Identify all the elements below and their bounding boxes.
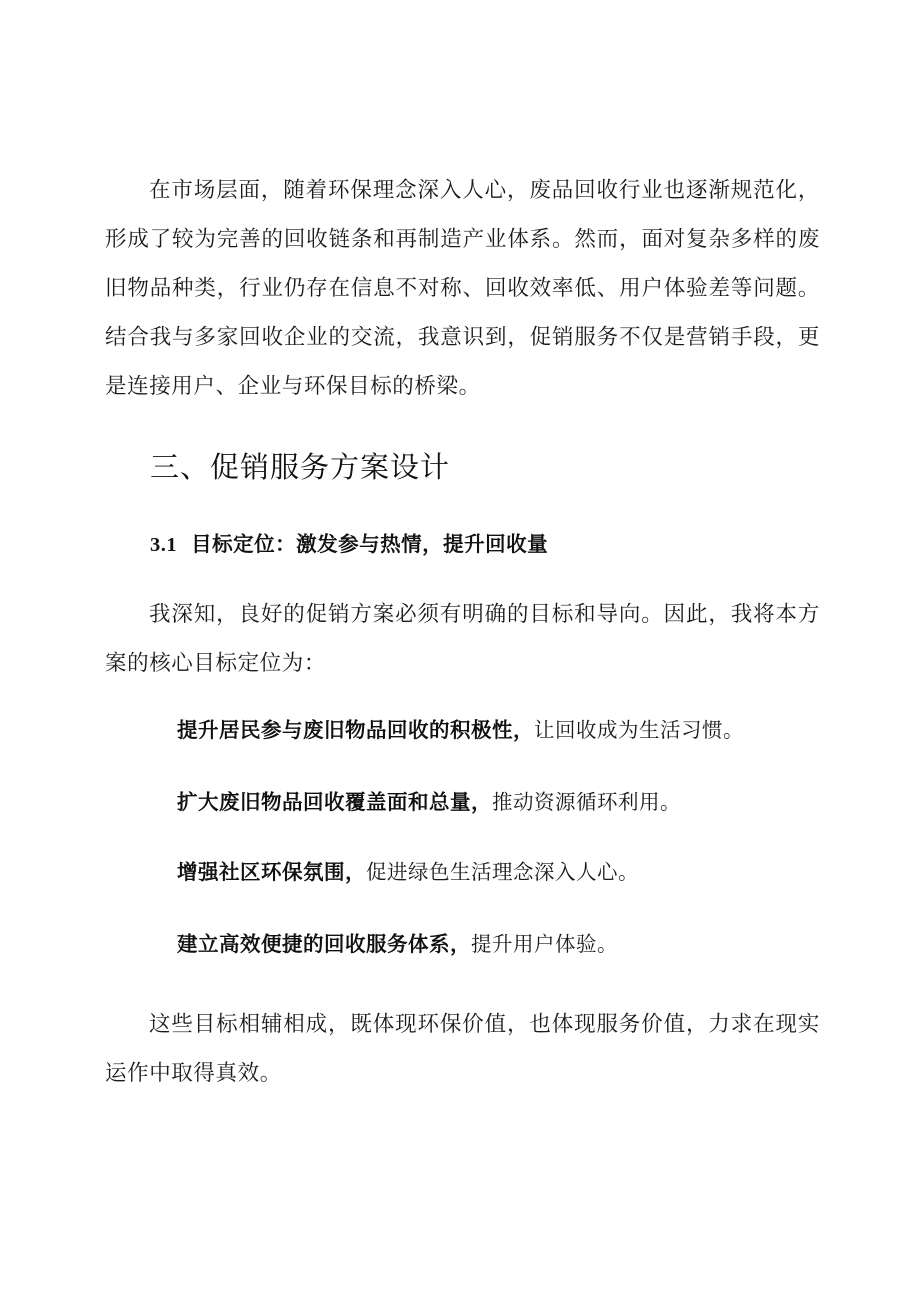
goal-item: [177, 852, 639, 892]
section-heading: 三、促销服务方案设计: [150, 450, 451, 484]
goal-text: 促进绿色生活理念深入人心。: [366, 860, 639, 884]
goal-item: [177, 924, 618, 964]
goal-emphasis: 扩大废旧物品回收覆盖面和总量，: [177, 790, 492, 814]
goal-text: 推动资源循环利用。: [492, 790, 681, 814]
subsection-title: 目标定位：激发参与热情，提升回收量: [191, 532, 549, 556]
goal-item: [177, 710, 744, 750]
goal-item: [177, 782, 681, 822]
subsection-heading: [150, 524, 548, 565]
market-paragraph: 在市场层面，随着环保理念深入人心，废品回收行业也逐渐规范化，形成了较为完善的回收链条和再制造产业体系。然而，面对复杂多样的废旧物品种类，行业仍存在信息不对称、回收效率低、用户体验差等问题。结合我与多家回收企业的交流，我意识到，促销服务不仅是营销手段，更是连接用户、企业与环保目标的桥梁。: [105, 178, 820, 399]
goal-text: 提升用户体验。: [471, 932, 618, 956]
goal-emphasis: 增强社区环保氛围，: [177, 860, 366, 884]
goal-emphasis: 建立高效便捷的回收服务体系，: [177, 932, 471, 956]
goal-text: 让回收成为生活习惯。: [534, 718, 744, 742]
subsection-number: 3.1: [150, 534, 178, 556]
goal-emphasis: 提升居民参与废旧物品回收的积极性，: [177, 718, 534, 742]
closing-paragraph: 这些目标相辅相成，既体现环保价值，也体现服务价值，力求在现实运作中取得真效。: [105, 1012, 820, 1086]
intro-paragraph: 我深知，良好的促销方案必须有明确的目标和导向。因此，我将本方案的核心目标定位为：: [105, 602, 820, 676]
